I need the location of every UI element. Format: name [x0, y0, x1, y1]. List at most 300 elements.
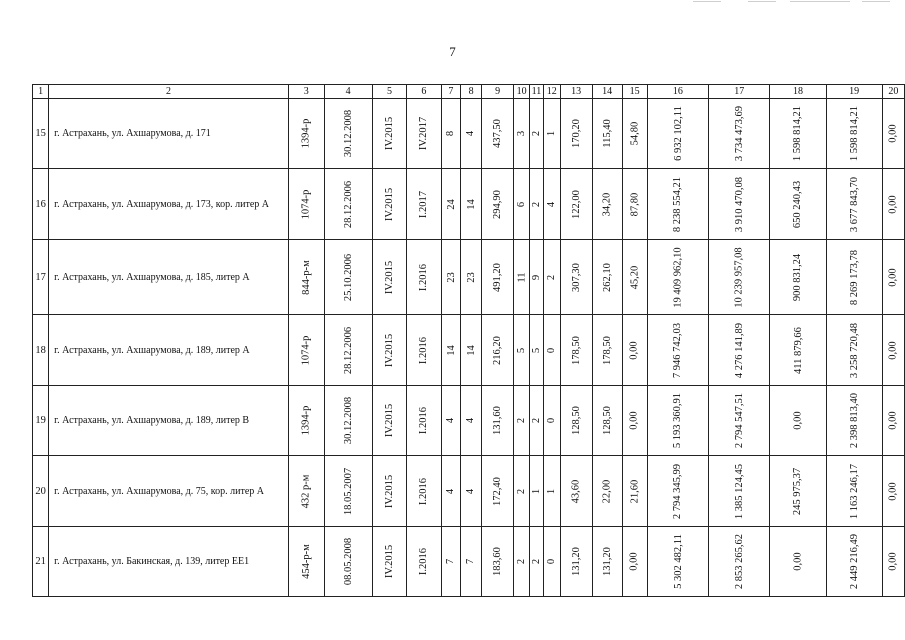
- cell-row-number: 19: [33, 386, 49, 456]
- header-col-3: 3: [288, 85, 324, 99]
- cell-area-to-relocate: [560, 456, 592, 527]
- cell-cost-total: [647, 386, 708, 456]
- cell-decree-date: [324, 456, 372, 527]
- cell-area-total: [481, 456, 514, 527]
- cell-flats-total: [514, 315, 530, 386]
- cell-funds-municipal: [826, 315, 882, 386]
- cell-plan-end: [407, 315, 441, 386]
- rotated-value: 4: [465, 130, 477, 137]
- cell-row-number: 18: [33, 315, 49, 386]
- cell-flats-private: [544, 386, 561, 456]
- rotated-value: 3 734 473,69: [733, 105, 745, 162]
- cell-decree-date: [324, 99, 372, 169]
- rotated-value: 3 677 843,70: [848, 176, 860, 232]
- cell-flats-private: [544, 315, 561, 386]
- rotated-value: 1074-р: [300, 335, 312, 365]
- cell-row-number: 15: [33, 99, 49, 169]
- cell-area-municipal: [592, 99, 622, 169]
- cell-residents-total: [441, 169, 461, 240]
- cell-area-total: [481, 169, 514, 240]
- header-col-7: 7: [441, 85, 461, 99]
- rotated-value: 19 409 962,10: [672, 246, 684, 308]
- scan-edge-line: [862, 1, 890, 2]
- cell-plan-end: [407, 99, 441, 169]
- cell-funds-region: [770, 386, 826, 456]
- table-row: [33, 315, 905, 386]
- rotated-value: 0,00: [792, 552, 804, 571]
- rotated-value: 2: [516, 417, 528, 424]
- table-row: [33, 240, 905, 315]
- header-col-9: 9: [481, 85, 514, 99]
- cell-residents-total: [441, 240, 461, 315]
- rotated-value: 172,40: [492, 476, 504, 506]
- cell-plan-start: [372, 456, 406, 527]
- cell-area-to-relocate: [560, 315, 592, 386]
- header-col-1: 1: [33, 85, 49, 99]
- header-col-2: 2: [49, 85, 289, 99]
- rotated-value: 262,10: [601, 262, 613, 292]
- rotated-value: 08.05.2008: [342, 537, 354, 586]
- cell-plan-end: [407, 456, 441, 527]
- header-col-12: 12: [544, 85, 561, 99]
- rotated-value: 23: [445, 271, 457, 283]
- rotated-value: IV.2015: [383, 116, 395, 151]
- cell-area-total: [481, 240, 514, 315]
- header-col-6: 6: [407, 85, 441, 99]
- cell-funds-region: [770, 240, 826, 315]
- cell-area-municipal: [592, 527, 622, 597]
- rotated-value: 2: [530, 417, 542, 424]
- cell-decree-number: [288, 99, 324, 169]
- cell-funds-fund: [709, 315, 770, 386]
- cell-funds-other: [882, 386, 904, 456]
- rotated-value: 115,40: [601, 119, 613, 148]
- rotated-value: I.2016: [418, 547, 430, 576]
- rotated-value: 0,00: [887, 267, 899, 287]
- cell-decree-date: [324, 315, 372, 386]
- cell-residents-relocated: [461, 240, 482, 315]
- cell-area-municipal: [592, 386, 622, 456]
- header-col-11: 11: [529, 85, 543, 99]
- rotated-value: 0,00: [792, 411, 804, 430]
- rotated-value: 54,80: [629, 121, 641, 146]
- table-row: [33, 456, 905, 527]
- cell-area-private: [622, 456, 647, 527]
- column-number-row: [33, 85, 905, 99]
- cell-flats-total: [514, 169, 530, 240]
- cell-area-to-relocate: [560, 99, 592, 169]
- rotated-value: 245 975,37: [792, 467, 804, 515]
- rotated-value: 1 385 124,45: [733, 463, 745, 519]
- cell-plan-start: [372, 315, 406, 386]
- rotated-value: IV.2015: [383, 544, 395, 579]
- rotated-value: 1 598 814,21: [848, 105, 860, 162]
- rotated-value: 0: [546, 558, 558, 565]
- rotated-value: 1 598 814,21: [792, 105, 804, 162]
- cell-flats-private: [544, 527, 561, 597]
- cell-residents-relocated: [461, 386, 482, 456]
- cell-flats-total: [514, 456, 530, 527]
- rotated-value: 307,30: [570, 262, 582, 292]
- cell-cost-total: [647, 240, 708, 315]
- rotated-value: 28.12.2006: [342, 180, 354, 228]
- cell-flats-municipal: [529, 456, 543, 527]
- cell-flats-total: [514, 240, 530, 315]
- rotated-value: 18.05.2007: [342, 467, 354, 515]
- rotated-value: 1074-р: [300, 189, 312, 219]
- scan-edge-line: [693, 1, 721, 2]
- rotated-value: 128,50: [570, 406, 582, 435]
- rotated-value: 454-р-м: [300, 544, 312, 579]
- cell-funds-fund: [709, 386, 770, 456]
- cell-residents-relocated: [461, 99, 482, 169]
- header-col-17: 17: [709, 85, 770, 99]
- rotated-value: 43,60: [570, 479, 582, 503]
- cell-decree-number: [288, 456, 324, 527]
- rotated-value: 491,20: [492, 262, 504, 292]
- cell-residents-total: [441, 527, 461, 597]
- rotated-value: 0: [546, 417, 558, 424]
- rotated-value: 1: [546, 488, 558, 494]
- rotated-value: 2: [530, 558, 542, 565]
- cell-decree-date: [324, 169, 372, 240]
- cell-row-number: 21: [33, 527, 49, 597]
- rotated-value: 2: [530, 201, 542, 207]
- rotated-value: 0,00: [887, 194, 899, 214]
- header-col-18: 18: [770, 85, 826, 99]
- cell-area-to-relocate: [560, 386, 592, 456]
- cell-area-to-relocate: [560, 169, 592, 240]
- cell-funds-fund: [709, 456, 770, 527]
- cell-funds-fund: [709, 240, 770, 315]
- cell-residents-relocated: [461, 169, 482, 240]
- rotated-value: 14: [465, 198, 477, 210]
- cell-decree-number: [288, 315, 324, 386]
- rotated-value: 2: [516, 558, 528, 565]
- rotated-value: 0,00: [887, 481, 899, 501]
- rotated-value: 1 163 246,17: [848, 463, 860, 519]
- rotated-value: 3: [516, 130, 528, 137]
- rotated-value: 4: [465, 417, 477, 424]
- cell-residents-total: [441, 456, 461, 527]
- cell-flats-municipal: [529, 240, 543, 315]
- cell-plan-start: [372, 169, 406, 240]
- cell-address: г. Астрахань, ул. Бакинская, д. 139, литер ЕЕ1: [49, 527, 289, 597]
- cell-plan-end: [407, 386, 441, 456]
- rotated-value: 432 р-м: [300, 474, 312, 508]
- cell-decree-date: [324, 240, 372, 315]
- rotated-value: 844-р-м: [300, 259, 312, 295]
- cell-residents-total: [441, 386, 461, 456]
- rotated-value: 411 879,66: [792, 326, 804, 374]
- cell-funds-other: [882, 527, 904, 597]
- rotated-value: 4: [445, 488, 457, 494]
- rotated-value: I.2016: [418, 336, 430, 364]
- rotated-value: 131,20: [601, 547, 613, 576]
- rotated-value: 900 831,24: [792, 253, 804, 301]
- cell-funds-other: [882, 315, 904, 386]
- rotated-value: 3 258 720,48: [848, 322, 860, 378]
- cell-decree-number: [288, 169, 324, 240]
- cell-flats-private: [544, 169, 561, 240]
- cell-funds-region: [770, 456, 826, 527]
- rotated-value: IV.2015: [383, 260, 395, 294]
- cell-area-private: [622, 315, 647, 386]
- cell-area-to-relocate: [560, 240, 592, 315]
- rotated-value: 437,50: [492, 119, 504, 148]
- cell-flats-total: [514, 386, 530, 456]
- rotated-value: 178,50: [601, 335, 613, 365]
- rotated-value: 11: [516, 271, 528, 283]
- rotated-value: IV.2015: [383, 403, 395, 438]
- rotated-value: IV.2017: [418, 116, 430, 151]
- cell-area-municipal: [592, 456, 622, 527]
- cell-cost-total: [647, 527, 708, 597]
- cell-area-private: [622, 527, 647, 597]
- rotated-value: 183,60: [492, 547, 504, 576]
- cell-funds-other: [882, 456, 904, 527]
- cell-flats-municipal: [529, 315, 543, 386]
- rotated-value: 2 853 265,62: [733, 533, 745, 590]
- rotated-value: 8 269 173,78: [848, 249, 860, 305]
- cell-row-number: 20: [33, 456, 49, 527]
- cell-cost-total: [647, 315, 708, 386]
- cell-flats-total: [514, 99, 530, 169]
- rotated-value: 0,00: [887, 124, 899, 143]
- rotated-value: 0,00: [629, 552, 641, 571]
- rotated-value: 28.12.2006: [342, 326, 354, 374]
- cell-funds-fund: [709, 169, 770, 240]
- cell-flats-private: [544, 456, 561, 527]
- cell-funds-region: [770, 99, 826, 169]
- rotated-value: 6 932 102,11: [672, 106, 684, 161]
- rotated-value: 7: [465, 558, 477, 565]
- rotated-value: 5 302 482,11: [672, 534, 684, 589]
- cell-address: г. Астрахань, ул. Ахшарумова, д. 173, кор. литер А: [49, 169, 289, 240]
- cell-row-number: 17: [33, 240, 49, 315]
- table-row: [33, 99, 905, 169]
- table-body: [33, 85, 905, 597]
- rotated-value: 294,90: [492, 189, 504, 219]
- cell-residents-relocated: [461, 456, 482, 527]
- cell-funds-region: [770, 315, 826, 386]
- rotated-value: 131,60: [492, 406, 504, 435]
- rotated-value: I.2016: [418, 406, 430, 435]
- cell-decree-date: [324, 527, 372, 597]
- rotated-value: 0,00: [629, 411, 641, 430]
- header-col-4: 4: [324, 85, 372, 99]
- rotated-value: 8: [445, 130, 457, 137]
- rotated-value: 4: [546, 201, 558, 207]
- rotated-value: 45,20: [629, 265, 641, 289]
- rotated-value: 0,00: [629, 340, 641, 360]
- rotated-value: 5: [530, 347, 542, 353]
- cell-funds-fund: [709, 527, 770, 597]
- cell-area-to-relocate: [560, 527, 592, 597]
- header-col-8: 8: [461, 85, 482, 99]
- cell-plan-start: [372, 99, 406, 169]
- rotated-value: 9: [530, 274, 542, 280]
- cell-area-municipal: [592, 315, 622, 386]
- cell-funds-other: [882, 169, 904, 240]
- cell-area-municipal: [592, 240, 622, 315]
- rotated-value: 7 946 742,03: [672, 322, 684, 378]
- cell-decree-number: [288, 240, 324, 315]
- cell-residents-relocated: [461, 527, 482, 597]
- cell-funds-municipal: [826, 456, 882, 527]
- rotated-value: 5 193 360,91: [672, 392, 684, 449]
- cell-funds-region: [770, 527, 826, 597]
- cell-decree-number: [288, 527, 324, 597]
- rotated-value: 0,00: [887, 411, 899, 430]
- table-row: [33, 169, 905, 240]
- header-col-20: 20: [882, 85, 904, 99]
- rotated-value: I.2017: [418, 190, 430, 218]
- cell-area-total: [481, 386, 514, 456]
- rotated-value: 10 239 957,08: [733, 246, 745, 308]
- rotated-value: 1394-р: [300, 118, 312, 149]
- header-col-15: 15: [622, 85, 647, 99]
- rotated-value: 0: [546, 347, 558, 353]
- header-col-5: 5: [372, 85, 406, 99]
- rotated-value: 170,20: [570, 119, 582, 148]
- cell-flats-private: [544, 99, 561, 169]
- rotated-value: I.2016: [418, 477, 430, 505]
- rotated-value: 2: [516, 488, 528, 494]
- cell-area-private: [622, 99, 647, 169]
- rotated-value: 2 398 813,40: [848, 392, 860, 449]
- cell-decree-date: [324, 386, 372, 456]
- rotated-value: 2 794 345,99: [672, 463, 684, 519]
- rotated-value: 25.10.2006: [342, 253, 354, 301]
- cell-flats-municipal: [529, 169, 543, 240]
- cell-plan-start: [372, 527, 406, 597]
- rotated-value: 23: [465, 271, 477, 283]
- cell-plan-start: [372, 386, 406, 456]
- rotated-value: 4: [465, 488, 477, 494]
- header-col-14: 14: [592, 85, 622, 99]
- rotated-value: 178,50: [570, 335, 582, 365]
- table-row: [33, 386, 905, 456]
- header-col-16: 16: [647, 85, 708, 99]
- rotated-value: 1: [546, 130, 558, 137]
- rotated-value: 2 449 216,49: [848, 533, 860, 590]
- rotated-value: 2: [546, 274, 558, 280]
- cell-plan-start: [372, 240, 406, 315]
- rotated-value: 14: [445, 344, 457, 356]
- cell-area-total: [481, 99, 514, 169]
- rotated-value: IV.2015: [383, 333, 395, 367]
- cell-area-municipal: [592, 169, 622, 240]
- rotated-value: 22,00: [601, 479, 613, 503]
- cell-cost-total: [647, 169, 708, 240]
- cell-residents-total: [441, 99, 461, 169]
- rotated-value: 21,60: [629, 479, 641, 503]
- rotated-value: 1394-р: [300, 405, 312, 436]
- rotated-value: 30.12.2008: [342, 396, 354, 445]
- cell-flats-private: [544, 240, 561, 315]
- cell-funds-municipal: [826, 527, 882, 597]
- cell-funds-other: [882, 240, 904, 315]
- scan-edge-line: [790, 1, 850, 2]
- cell-cost-total: [647, 456, 708, 527]
- page-number: 7: [449, 44, 456, 59]
- cell-funds-municipal: [826, 240, 882, 315]
- cell-plan-end: [407, 240, 441, 315]
- cell-residents-total: [441, 315, 461, 386]
- cell-flats-total: [514, 527, 530, 597]
- rotated-value: 7: [445, 558, 457, 565]
- cell-cost-total: [647, 99, 708, 169]
- rotated-value: 122,00: [570, 189, 582, 219]
- rotated-value: 3 910 470,08: [733, 176, 745, 232]
- cell-decree-number: [288, 386, 324, 456]
- cell-area-total: [481, 527, 514, 597]
- rotated-value: 4: [445, 417, 457, 424]
- cell-area-private: [622, 240, 647, 315]
- rotated-value: 128,50: [601, 406, 613, 435]
- rotated-value: 131,20: [570, 547, 582, 576]
- cell-plan-end: [407, 527, 441, 597]
- rotated-value: 2: [530, 130, 542, 137]
- header-col-19: 19: [826, 85, 882, 99]
- cell-address: г. Астрахань, ул. Ахшарумова, д. 171: [49, 99, 289, 169]
- cell-flats-municipal: [529, 527, 543, 597]
- cell-address: г. Астрахань, ул. Ахшарумова, д. 189, литер В: [49, 386, 289, 456]
- scan-edge-line: [748, 1, 776, 2]
- rotated-value: 24: [445, 198, 457, 210]
- housing-register-table: [32, 84, 905, 597]
- rotated-value: 30.12.2008: [342, 109, 354, 158]
- cell-funds-fund: [709, 99, 770, 169]
- rotated-value: 0,00: [887, 340, 899, 360]
- rotated-value: 14: [465, 344, 477, 356]
- cell-plan-end: [407, 169, 441, 240]
- cell-area-private: [622, 169, 647, 240]
- table-row: [33, 527, 905, 597]
- cell-funds-region: [770, 169, 826, 240]
- rotated-value: 216,20: [492, 335, 504, 365]
- rotated-value: 6: [516, 201, 528, 207]
- rotated-value: IV.2015: [383, 474, 395, 508]
- cell-address: г. Астрахань, ул. Ахшарумова, д. 75, кор. литер А: [49, 456, 289, 527]
- rotated-value: 4 276 141,89: [733, 322, 745, 378]
- cell-address: г. Астрахань, ул. Ахшарумова, д. 189, литер А: [49, 315, 289, 386]
- rotated-value: 34,20: [601, 192, 613, 216]
- rotated-value: 87,80: [629, 192, 641, 216]
- header-col-13: 13: [560, 85, 592, 99]
- rotated-value: 650 240,43: [792, 180, 804, 228]
- cell-area-private: [622, 386, 647, 456]
- cell-funds-other: [882, 99, 904, 169]
- cell-row-number: 16: [33, 169, 49, 240]
- header-col-10: 10: [514, 85, 530, 99]
- cell-flats-municipal: [529, 99, 543, 169]
- cell-funds-municipal: [826, 386, 882, 456]
- rotated-value: 8 238 554,21: [672, 176, 684, 232]
- cell-flats-municipal: [529, 386, 543, 456]
- rotated-value: IV.2015: [383, 187, 395, 221]
- cell-residents-relocated: [461, 315, 482, 386]
- cell-area-total: [481, 315, 514, 386]
- rotated-value: I.2016: [418, 263, 430, 291]
- cell-funds-municipal: [826, 169, 882, 240]
- cell-address: г. Астрахань, ул. Ахшарумова, д. 185, литер А: [49, 240, 289, 315]
- rotated-value: 1: [530, 488, 542, 494]
- cell-funds-municipal: [826, 99, 882, 169]
- rotated-value: 5: [516, 347, 528, 353]
- rotated-value: 2 794 547,51: [733, 392, 745, 449]
